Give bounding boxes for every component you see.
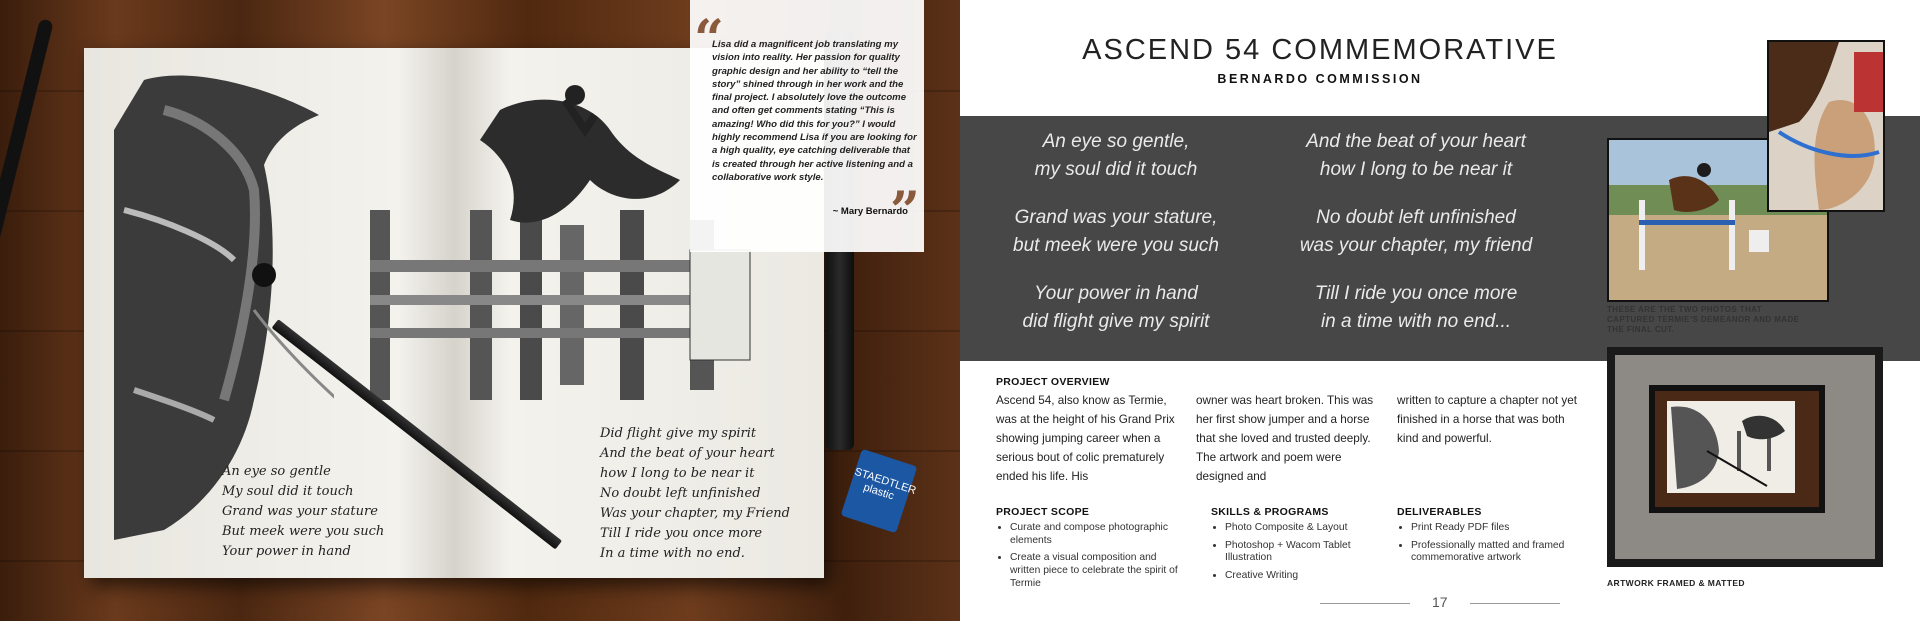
poem-line: An eye so gentle, (1042, 131, 1190, 152)
handwritten-poem-left (222, 462, 384, 562)
eraser-label: STAEDTLER plastic (852, 465, 918, 503)
poem-left-column (966, 128, 1266, 356)
list-item: • Professionally matted and framed commemorative artwork (1411, 540, 1591, 565)
list-item: • Create a visual composition and written piece to celebrate the spirit of Termie (1010, 552, 1180, 590)
poem-line: but meek were you such (1013, 235, 1219, 256)
handwritten-poem-right (600, 424, 790, 564)
list-item: • Photoshop + Wacom Tablet Illustration (1225, 540, 1385, 565)
poem-line: Grand was your stature, (1014, 207, 1218, 228)
framed-artwork-thumbnail (1667, 401, 1795, 493)
poem-stanza (1266, 204, 1566, 260)
framed-artwork-photo (1607, 347, 1883, 567)
handwriting-line: And the beat of your heart (600, 446, 775, 461)
list-item: • Print Ready PDF files (1411, 522, 1591, 535)
list-item: • Curate and compose photographic elements (1010, 522, 1180, 547)
handwriting-line: Was your chapter, my Friend (600, 506, 790, 521)
page-number-rule-right (1470, 603, 1560, 604)
list-item: • Creative Writing (1225, 570, 1385, 583)
poem-line: Till I ride you once more (1314, 283, 1518, 304)
handwriting-line: Grand was your stature (222, 504, 378, 519)
poem-stanza (1266, 128, 1566, 184)
handwriting-line: But meek were you such (222, 524, 385, 539)
overview-text-col3: written to capture a chapter not yet finished in a horse that was both kind and powerful. (1397, 394, 1577, 445)
framed-caption: ARTWORK FRAMED & MATTED (1607, 578, 1745, 588)
poem-line: was your chapter, my friend (1299, 235, 1533, 256)
poem-right-column (1266, 128, 1566, 356)
poem-stanza (966, 128, 1266, 184)
poem-line: in a time with no end... (1320, 311, 1512, 332)
overview-text-col2: owner was heart broken. This was her first show jumper and a horse that she loved and trusted deeply. The artwork and poem were designed and (1196, 394, 1374, 483)
handwriting-line: In a time with no end. (600, 546, 745, 561)
poem-line: how I long to be near it (1319, 159, 1513, 180)
handwriting-line: No doubt left unfinished (600, 486, 761, 501)
skills-heading: SKILLS & PROGRAMS (1211, 506, 1329, 518)
poem-line: my soul did it touch (1034, 159, 1198, 180)
bookmark-strap (0, 18, 54, 342)
project-page (960, 0, 1920, 621)
poem-stanza (966, 204, 1266, 260)
overview-heading: PROJECT OVERVIEW (996, 376, 1110, 388)
eraser (841, 449, 918, 533)
skills-list (1211, 522, 1385, 588)
page-title: ASCEND 54 COMMEMORATIVE (1082, 34, 1558, 66)
testimonial-author: ~ Mary Bernardo (832, 206, 908, 217)
poem-line: No doubt left unfinished (1316, 207, 1516, 228)
deliverables-list (1397, 522, 1591, 570)
scope-list (996, 522, 1180, 596)
open-quote-icon: “ (694, 9, 724, 70)
overview-text-col1: Ascend 54, also know as Termie, was at the height of his Grand Prix showing jumping career when a serious bout of colic prematurely ended his life. His (996, 394, 1175, 483)
handwriting-line: An eye so gentle (222, 464, 331, 479)
page-number: 17 (1432, 594, 1448, 610)
handwriting-line: Your power in hand (222, 544, 351, 559)
handwriting-line: Did flight give my spirit (600, 426, 757, 441)
page-number-rule-left (1320, 603, 1410, 604)
handwriting-line: how I long to be near it (600, 466, 755, 481)
handwriting-line: My soul did it touch (222, 484, 354, 499)
testimonial-text: Lisa did a magnificent job translating my vision into reality. Her passion for quality graphic design and her ability to “tell the story” shined through in her work and the final project. I absolutely love the outcome and often get comments stating “This is amazing! Who did this for you?” I would highly recommend Lisa if you are looking for a high quality, eye catching deliverable that is created through her active listening and a collaborative work style. (712, 39, 917, 183)
page-subtitle: BERNARDO COMMISSION (1217, 72, 1423, 86)
list-item: • Photo Composite & Layout (1225, 522, 1385, 535)
poem-stanza (966, 280, 1266, 336)
deliverables-heading: DELIVERABLES (1397, 506, 1482, 518)
poem-line: And the beat of your heart (1306, 131, 1526, 152)
poem-line: Your power in hand (1034, 283, 1198, 304)
close-quote-icon: ” (890, 181, 920, 242)
photos-caption: THESE ARE THE TWO PHOTOS THAT CAPTURED TERMIE’S DEMEANOR AND MADE THE FINAL CUT. (1607, 305, 1800, 334)
poem-line: did flight give my spirit (1022, 311, 1210, 332)
scope-heading: PROJECT SCOPE (996, 506, 1090, 518)
testimonial-box (690, 0, 924, 252)
reference-photo-portrait (1767, 40, 1885, 212)
handwriting-line: Till I ride you once more (600, 526, 763, 541)
poem-stanza (1266, 280, 1566, 336)
